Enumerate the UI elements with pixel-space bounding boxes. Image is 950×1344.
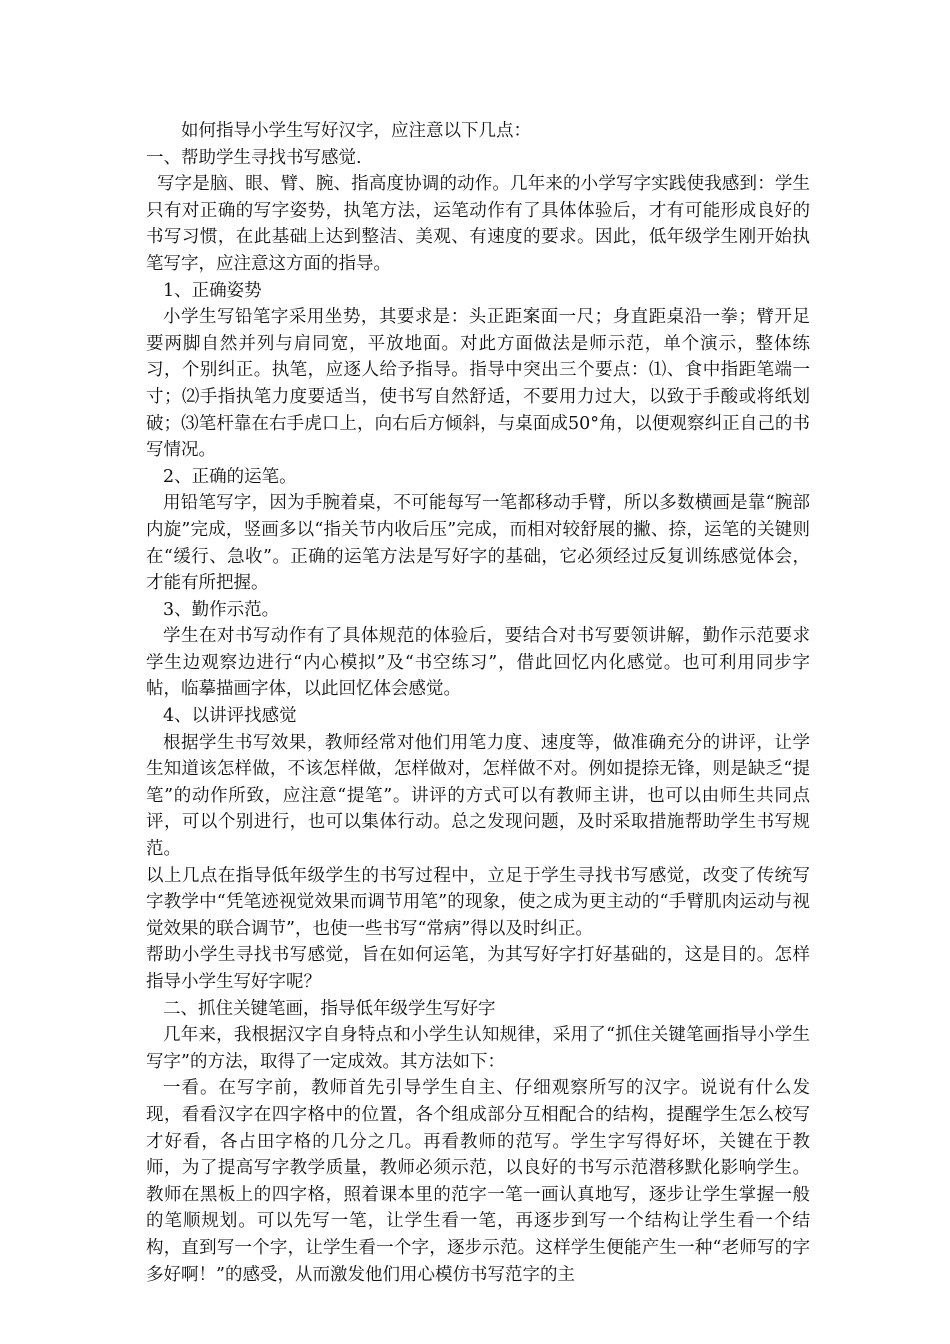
point-2-paragraph: 用铅笔写字，因为手腕着桌，不可能每写一笔都移动手臂，所以多数横画是靠“腕部内旋”完成，竖画多以“指关节内收后压”完成，而相对较舒展的撇、捺，运笔的关键则在“缓行、急收”。正确的运笔方法是写好字的基础，它必须经过反复训练感觉体会，才能有所把握。	[146, 493, 810, 594]
summary-paragraph-1: 以上几点在指导低年级学生的书写过程中，立足于学生寻找书写感觉，改变了传统写字教学中“凭笔迹视觉效果而调节用笔”的现象，使之成为更主动的“手臂肌肉运动与视觉效果的联合调节”，也使一些书写“常病”得以及时纠正。	[146, 865, 810, 939]
step-1-paragraph: 一看。在写字前，教师首先引导学生自主、仔细观察所写的汉字。说说有什么发现，看看汉字在四字格中的位置，各个组成部分互相配合的结构，提醒学生怎么校写才好看，各占田字格的几分之几。再看教师的范写。学生字写得好坏，关键在于教师，为了提高写字教学质量，教师必须示范，以良好的书写示范潜移默化影响学生。教师在黑板上的四字格，照着课本里的范字一笔一画认真地写，逐步让学生掌握一般的笔顺规划。可以先写一笔，让学生看一笔，再逐步到写一个结构让学生看一个结构，直到写一个字，让学生看一个字，逐步示范。这样学生便能产生一种“老师写的字多好啊！”的感受，从而激发他们用心模仿书写范字的主	[146, 1078, 810, 1285]
point-3-paragraph: 学生在对书写动作有了具体规范的体验后，要结合对书写要领讲解，勤作示范要求学生边观察边进行“内心模拟”及“书空练习”，借此回忆内化感觉。也可利用同步字帖，临摹描画字体，以此回忆体会感觉。	[146, 626, 810, 700]
section-2-intro-paragraph: 几年来，我根据汉字自身特点和小学生认知规律，采用了“抓住关键笔画指导小学生写字”的方法，取得了一定成效。其方法如下：	[146, 1025, 810, 1072]
point-2-heading: 2、正确的运笔。	[163, 466, 297, 487]
point-4-heading: 4、以讲评找感觉	[163, 706, 297, 727]
point-4-paragraph: 根据学生书写效果，教师经常对他们用笔力度、速度等，做准确充分的讲评，让学生知道该怎样做，不该怎样做，怎样做对，怎样做不对。例如提捺无锋，则是缺乏“提笔”的动作所致，应注意“提笔”。讲评的方式可以有教师主讲，也可以由师生共同点评，可以个别进行，也可以集体行动。总之发现问题，及时采取措施帮助学生书写规范。	[146, 732, 810, 860]
section-2-heading: 二、抓住关键笔画，指导低年级学生写好字	[163, 998, 496, 1019]
document-title: 如何指导小学生写好汉字，应注意以下几点：	[181, 121, 531, 141]
intro-paragraph: 写字是脑、眼、臂、腕、指高度协调的动作。几年来的小学写字实践使我感到：学生只有对正确的写字姿势，执笔方法，运笔动作有了具体体验后，才有可能形成良好的书写习惯，在此基础上达到整洁、美观、有速度的要求。因此，低年级学生刚开始执笔写字，应注意这方面的指导。	[146, 174, 810, 274]
point-1-heading: 1、正确姿势	[163, 280, 262, 301]
summary-paragraph-2: 帮助小学生寻找书写感觉，旨在如何运笔，为其写好字打好基础的，这是目的。怎样指导小学生写好字呢？	[146, 945, 810, 992]
point-3-heading: 3、勤作示范。	[163, 599, 280, 620]
section-1-heading: 一、帮助学生寻找书写感觉.	[146, 147, 362, 168]
document-page	[146, 118, 810, 1288]
point-1-paragraph: 小学生写铅笔字采用坐势，其要求是：头正距案面一尺；身直距桌沿一拳；臂开足要两脚自然并列与肩同宽，平放地面。对此方面做法是师示范，单个演示，整体练习，个别纠正。执笔，应逐人给予指导。指导中突出三个要点：⑴、食中指距笔端一寸；⑵手指执笔力度要适当，使书写自然舒适，不要用力过大，以致于手酸或将纸划破；⑶笔杆靠在右手虎口上，向右后方倾斜，与桌面成50°角，以便观察纠正自己的书写情况。	[146, 307, 810, 461]
